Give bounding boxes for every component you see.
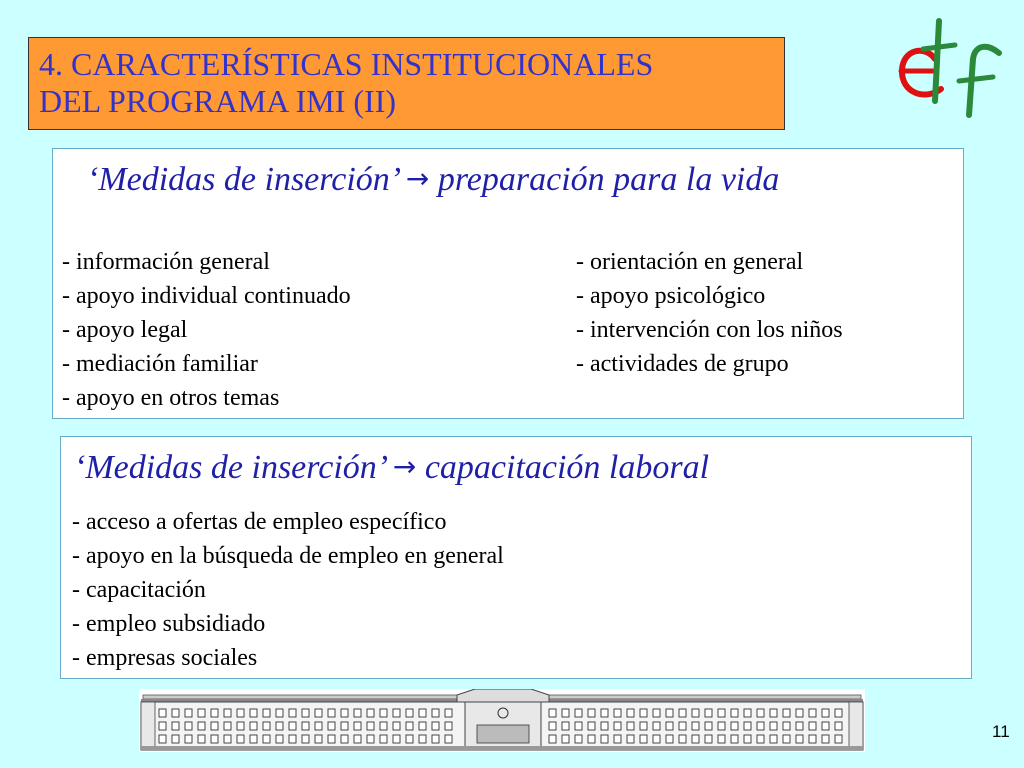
building-window	[809, 722, 816, 730]
building-window	[380, 722, 387, 730]
building-window	[575, 722, 582, 730]
building-window	[757, 709, 764, 717]
building-window	[159, 709, 166, 717]
building-window	[380, 735, 387, 743]
building-window	[796, 709, 803, 717]
laboral-list	[72, 505, 504, 675]
building-window	[601, 722, 608, 730]
building-window	[224, 735, 231, 743]
list-item: - apoyo legal	[62, 317, 188, 343]
building-window	[367, 709, 374, 717]
building-window	[822, 735, 829, 743]
vida-list-left	[62, 245, 351, 415]
building-window	[822, 709, 829, 717]
building-window	[679, 722, 686, 730]
panel-capacitacion-laboral	[60, 436, 972, 679]
building-window	[289, 709, 296, 717]
building-window	[172, 735, 179, 743]
building-window	[562, 735, 569, 743]
building-window	[328, 722, 335, 730]
building-window	[328, 709, 335, 717]
building-window	[445, 709, 452, 717]
building-window	[159, 735, 166, 743]
building-window	[562, 722, 569, 730]
building-window	[315, 735, 322, 743]
building-window	[653, 735, 660, 743]
building-window	[640, 735, 647, 743]
building-window	[185, 722, 192, 730]
building-window	[575, 709, 582, 717]
building-window	[172, 722, 179, 730]
building-window	[770, 735, 777, 743]
building-window	[549, 735, 556, 743]
building-window	[796, 735, 803, 743]
building-window	[744, 722, 751, 730]
building-window	[549, 722, 556, 730]
building-window	[276, 709, 283, 717]
building-window	[614, 709, 621, 717]
building-window	[705, 735, 712, 743]
building-window	[588, 735, 595, 743]
building-window	[237, 722, 244, 730]
arrow-right-icon: →	[405, 162, 430, 195]
arrow-right-icon: →	[392, 450, 417, 483]
building-window	[341, 709, 348, 717]
building-window	[341, 735, 348, 743]
building-window	[432, 722, 439, 730]
building-window	[276, 735, 283, 743]
building-window	[549, 709, 556, 717]
building-window	[731, 735, 738, 743]
building-window	[692, 735, 699, 743]
building-window	[432, 735, 439, 743]
building-window	[302, 735, 309, 743]
heading-suffix: capacitación laboral	[424, 449, 710, 486]
building-window	[406, 709, 413, 717]
building-window	[302, 709, 309, 717]
building-window	[354, 735, 361, 743]
building-window	[393, 709, 400, 717]
building-window	[692, 709, 699, 717]
list-item: - intervención con los niños	[576, 317, 843, 343]
building-window	[237, 709, 244, 717]
building-window	[835, 709, 842, 717]
building-window	[315, 722, 322, 730]
building-window	[640, 709, 647, 717]
panel-preparacion-vida	[52, 148, 964, 419]
building-window	[627, 735, 634, 743]
building-window	[354, 722, 361, 730]
building-window	[250, 735, 257, 743]
building-facade-icon	[139, 689, 865, 752]
building-window	[263, 709, 270, 717]
building-window	[783, 709, 790, 717]
building-window	[354, 709, 361, 717]
building-window	[796, 722, 803, 730]
building-window	[653, 709, 660, 717]
list-item: - apoyo individual continuado	[62, 283, 351, 309]
building-window	[380, 709, 387, 717]
list-item: - empresas sociales	[72, 645, 258, 671]
building-window	[718, 735, 725, 743]
building-window	[172, 709, 179, 717]
building-window	[822, 722, 829, 730]
building-window	[601, 735, 608, 743]
building-window	[757, 735, 764, 743]
slide-title-line-1: 4. CARACTERÍSTICAS INSTITUCIONALES	[39, 46, 654, 82]
slide-title-line-2: DEL PROGRAMA IMI (II)	[39, 83, 397, 119]
building-window	[328, 735, 335, 743]
building-window	[679, 709, 686, 717]
building-window	[159, 722, 166, 730]
building-window	[341, 722, 348, 730]
building-window	[809, 735, 816, 743]
list-item: - acceso a ofertas de empleo específico	[72, 509, 447, 535]
page-number: 11	[992, 722, 1010, 741]
building-window	[783, 735, 790, 743]
building-window	[588, 722, 595, 730]
building-window	[783, 722, 790, 730]
building-window	[640, 722, 647, 730]
building-window	[198, 735, 205, 743]
building-window	[198, 722, 205, 730]
building-window	[718, 709, 725, 717]
building-window	[666, 722, 673, 730]
building-window	[302, 722, 309, 730]
list-item: - orientación en general	[576, 249, 804, 275]
building-window	[744, 709, 751, 717]
building-window	[666, 709, 673, 717]
vida-list-right	[576, 245, 843, 381]
building-window	[731, 722, 738, 730]
building-window	[224, 709, 231, 717]
cf-logo-icon	[895, 15, 1007, 125]
list-item: - empleo subsidiado	[72, 611, 266, 637]
building-window	[185, 709, 192, 717]
building-window	[263, 722, 270, 730]
building-window	[211, 722, 218, 730]
slide-title-box	[28, 37, 785, 130]
building-window	[757, 722, 764, 730]
building-window	[289, 722, 296, 730]
list-item: - capacitación	[72, 577, 206, 603]
building-window	[835, 735, 842, 743]
building-window	[406, 722, 413, 730]
panel-heading-laboral	[74, 447, 709, 488]
building-window	[809, 709, 816, 717]
building-window	[562, 709, 569, 717]
building-window	[263, 735, 270, 743]
building-window	[575, 735, 582, 743]
panel-heading-vida	[87, 159, 779, 200]
building-window	[419, 722, 426, 730]
building-window	[432, 709, 439, 717]
building-window	[315, 709, 322, 717]
building-window	[393, 735, 400, 743]
building-window	[588, 709, 595, 717]
building-window	[835, 722, 842, 730]
building-window	[211, 709, 218, 717]
building-window	[445, 722, 452, 730]
list-item: - información general	[62, 249, 270, 275]
building-window	[718, 722, 725, 730]
building-window	[250, 722, 257, 730]
building-window	[289, 735, 296, 743]
building-window	[744, 735, 751, 743]
building-window	[627, 722, 634, 730]
building-window	[705, 709, 712, 717]
building-window	[770, 709, 777, 717]
list-item: - actividades de grupo	[576, 351, 789, 377]
building-window	[614, 735, 621, 743]
building-window	[692, 722, 699, 730]
building-window	[705, 722, 712, 730]
building-window	[393, 722, 400, 730]
building-window	[653, 722, 660, 730]
building-window	[276, 722, 283, 730]
heading-prefix: ‘Medidas de inserción’	[74, 449, 385, 486]
building-window	[419, 735, 426, 743]
building-window	[666, 735, 673, 743]
building-window	[367, 735, 374, 743]
list-item: - apoyo psicológico	[576, 283, 766, 309]
building-window	[614, 722, 621, 730]
building-window	[185, 735, 192, 743]
building-window	[731, 709, 738, 717]
heading-prefix: ‘Medidas de inserción’	[87, 161, 398, 198]
building-window	[211, 735, 218, 743]
building-window	[770, 722, 777, 730]
list-item: - mediación familiar	[62, 351, 258, 377]
heading-suffix: preparación para la vida	[437, 161, 780, 198]
building-window	[224, 722, 231, 730]
building-window	[445, 735, 452, 743]
building-window	[237, 735, 244, 743]
building-window	[627, 709, 634, 717]
building-window	[406, 735, 413, 743]
building-window	[601, 709, 608, 717]
building-window	[419, 709, 426, 717]
list-item: - apoyo en otros temas	[62, 385, 280, 411]
list-item: - apoyo en la búsqueda de empleo en general	[72, 543, 504, 569]
building-window	[367, 722, 374, 730]
building-window	[198, 709, 205, 717]
building-window	[679, 735, 686, 743]
building-window	[250, 709, 257, 717]
